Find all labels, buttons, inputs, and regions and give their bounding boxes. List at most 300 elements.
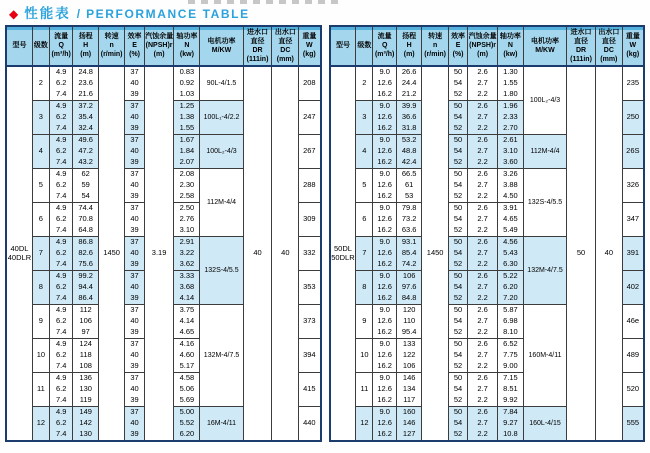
npsh-value: 2.6 [468, 338, 498, 350]
flow-value: 12.6 [373, 180, 397, 191]
efficiency-value: 54 [448, 384, 467, 395]
head-value: 142 [73, 418, 98, 429]
shaft-power-value: 1.25 [174, 100, 200, 112]
column-header-npsh: 汽蚀余量 (NPSH)r (m) [468, 26, 498, 66]
efficiency-value: 39 [125, 293, 144, 305]
head-value: 146 [396, 418, 421, 429]
efficiency-value: 37 [125, 134, 144, 146]
weight-value: 402 [622, 270, 644, 304]
head-value: 47.2 [73, 146, 98, 157]
inlet-diameter-value: 40 [243, 66, 272, 441]
flow-value: 9.0 [373, 100, 397, 112]
shaft-power-value: 5.43 [497, 248, 523, 259]
flow-value: 12.6 [373, 214, 397, 225]
shaft-power-value: 9.92 [497, 395, 523, 407]
npsh-value: 2.6 [468, 100, 498, 112]
head-value: 39.9 [396, 100, 421, 112]
flow-value: 6.2 [49, 350, 73, 361]
head-value: 110 [396, 316, 421, 327]
efficiency-value: 37 [125, 100, 144, 112]
flow-value: 4.9 [49, 134, 73, 146]
shaft-power-value: 1.38 [174, 112, 200, 123]
shaft-power-value: 7.75 [497, 350, 523, 361]
stage-number: 3 [32, 100, 49, 134]
shaft-power-value: 2.30 [174, 180, 200, 191]
title-chinese: 性能表 [24, 6, 71, 21]
npsh-value: 2.6 [468, 304, 498, 316]
npsh-value: 2.6 [468, 134, 498, 146]
shaft-power-value: 8.10 [497, 327, 523, 339]
motor-label: 100L₂-4/3 [200, 134, 243, 168]
weight-value: 288 [299, 168, 321, 202]
weight-value: 247 [299, 100, 321, 134]
weight-value: 520 [622, 372, 644, 406]
weight-value: 391 [622, 236, 644, 270]
flow-value: 9.0 [373, 372, 397, 384]
npsh-value: 2.7 [468, 78, 498, 89]
head-value: 99.2 [73, 270, 98, 282]
npsh-value: 2.6 [468, 168, 498, 180]
efficiency-value: 52 [448, 123, 467, 135]
efficiency-value: 40 [125, 78, 144, 89]
efficiency-value: 39 [125, 191, 144, 203]
shaft-power-value: 5.06 [174, 384, 200, 395]
head-value: 84.8 [396, 293, 421, 305]
npsh-value: 2.2 [468, 259, 498, 271]
head-value: 42.4 [396, 157, 421, 169]
shaft-power-value: 1.80 [497, 89, 523, 101]
efficiency-value: 50 [448, 66, 467, 78]
shaft-power-value: 1.30 [497, 66, 523, 78]
head-value: 75.6 [73, 259, 98, 271]
shaft-power-value: 3.91 [497, 202, 523, 214]
head-value: 97.6 [396, 282, 421, 293]
flow-value: 4.9 [49, 168, 73, 180]
npsh-value: 2.7 [468, 146, 498, 157]
shaft-power-value: 2.08 [174, 168, 200, 180]
shaft-power-value: 4.56 [497, 236, 523, 248]
shaft-power-value: 10.8 [497, 429, 523, 441]
flow-value: 6.2 [49, 316, 73, 327]
performance-table-50dl-wrapper [329, 25, 646, 442]
flow-value: 9.0 [373, 406, 397, 418]
shaft-power-value: 1.96 [497, 100, 523, 112]
weight-value: 332 [299, 236, 321, 270]
npsh-value: 2.2 [468, 395, 498, 407]
head-value: 134 [396, 384, 421, 395]
flow-value: 12.6 [373, 350, 397, 361]
flow-value: 4.9 [49, 338, 73, 350]
efficiency-value: 54 [448, 282, 467, 293]
flow-value: 7.4 [49, 259, 73, 271]
head-value: 70.8 [73, 214, 98, 225]
flow-value: 9.0 [373, 270, 397, 282]
outlet-diameter-value: 40 [272, 66, 299, 441]
weight-value: 26S [622, 134, 644, 168]
stage-number: 10 [356, 338, 373, 372]
head-value: 53 [396, 191, 421, 203]
efficiency-value: 50 [448, 236, 467, 248]
shaft-power-value: 3.10 [174, 225, 200, 237]
flow-value: 7.4 [49, 327, 73, 339]
flow-value: 4.9 [49, 270, 73, 282]
clipped-text-fragment [188, 0, 338, 4]
flow-value: 12.6 [373, 282, 397, 293]
weight-value: 208 [299, 66, 321, 101]
column-header-motor: 电机功率 M/KW [200, 26, 243, 66]
inlet-diameter-value: 50 [567, 66, 596, 441]
motor-label: 112M-4/4 [523, 134, 566, 168]
efficiency-value: 50 [448, 338, 467, 350]
flow-value: 7.4 [49, 293, 73, 305]
flow-value: 4.9 [49, 202, 73, 214]
efficiency-value: 39 [125, 123, 144, 135]
flow-value: 6.2 [49, 248, 73, 259]
shaft-power-value: 4.50 [497, 191, 523, 203]
efficiency-value: 40 [125, 248, 144, 259]
npsh-value: 2.2 [468, 123, 498, 135]
model-label: 50DL 50DLR [330, 66, 356, 441]
flow-value: 9.0 [373, 168, 397, 180]
motor-label: 132S-4/5.5 [200, 236, 243, 304]
column-header-nkw: 轴功率 N (kw) [174, 26, 200, 66]
efficiency-value: 50 [448, 304, 467, 316]
shaft-power-value: 3.22 [174, 248, 200, 259]
column-header-dc: 出水口直径 DC (mm) [595, 26, 622, 66]
stage-number: 3 [356, 100, 373, 134]
efficiency-value: 50 [448, 406, 467, 418]
flow-value: 9.0 [373, 304, 397, 316]
head-value: 36.6 [396, 112, 421, 123]
shaft-power-value: 6.52 [497, 338, 523, 350]
flow-value: 6.2 [49, 214, 73, 225]
head-value: 43.2 [73, 157, 98, 169]
head-value: 136 [73, 372, 98, 384]
shaft-power-value: 2.33 [497, 112, 523, 123]
head-value: 112 [73, 304, 98, 316]
shaft-power-value: 2.07 [174, 157, 200, 169]
weight-value: 235 [622, 66, 644, 101]
stage-number: 10 [32, 338, 49, 372]
head-value: 82.6 [73, 248, 98, 259]
speed-value: 1450 [98, 66, 124, 441]
weight-value: 440 [299, 406, 321, 441]
npsh-value: 2.2 [468, 327, 498, 339]
head-value: 73.2 [396, 214, 421, 225]
head-value: 63.6 [396, 225, 421, 237]
flow-value: 16.2 [373, 361, 397, 373]
efficiency-value: 52 [448, 225, 467, 237]
head-value: 119 [73, 395, 98, 407]
efficiency-value: 54 [448, 350, 467, 361]
column-header-e: 效率 E (%) [448, 26, 467, 66]
efficiency-value: 52 [448, 157, 467, 169]
column-header-n: 转速 n (r/min) [422, 26, 448, 66]
npsh-value: 2.2 [468, 293, 498, 305]
shaft-power-value: 3.33 [174, 270, 200, 282]
head-value: 127 [396, 429, 421, 441]
efficiency-value: 37 [125, 338, 144, 350]
head-value: 93.1 [396, 236, 421, 248]
column-header-motor: 电机功率 M/KW [523, 26, 566, 66]
shaft-power-value: 3.75 [174, 304, 200, 316]
efficiency-value: 50 [448, 168, 467, 180]
efficiency-value: 54 [448, 418, 467, 429]
efficiency-value: 39 [125, 259, 144, 271]
npsh-value: 2.7 [468, 282, 498, 293]
head-value: 149 [73, 406, 98, 418]
head-value: 62 [73, 168, 98, 180]
efficiency-value: 40 [125, 180, 144, 191]
weight-value: 415 [299, 372, 321, 406]
npsh-value: 2.7 [468, 214, 498, 225]
motor-label: 132M-4/7.5 [523, 236, 566, 304]
head-value: 74.2 [396, 259, 421, 271]
flow-value: 7.4 [49, 225, 73, 237]
head-value: 64.8 [73, 225, 98, 237]
column-header-w: 重量 W (kg) [299, 26, 321, 66]
tables-container [0, 25, 650, 442]
shaft-power-value: 9.27 [497, 418, 523, 429]
shaft-power-value: 4.16 [174, 338, 200, 350]
column-header-stage: 级数 [32, 26, 49, 66]
shaft-power-value: 9.00 [497, 361, 523, 373]
efficiency-value: 40 [125, 418, 144, 429]
head-value: 130 [73, 384, 98, 395]
npsh-value: 2.6 [468, 406, 498, 418]
flow-value: 12.6 [373, 316, 397, 327]
flow-value: 7.4 [49, 89, 73, 101]
stage-number: 9 [32, 304, 49, 338]
efficiency-value: 39 [125, 157, 144, 169]
column-header-stage: 级数 [356, 26, 373, 66]
head-value: 122 [396, 350, 421, 361]
head-value: 106 [73, 316, 98, 327]
shaft-power-value: 3.68 [174, 282, 200, 293]
npsh-value: 2.2 [468, 191, 498, 203]
speed-value: 1450 [422, 66, 448, 441]
efficiency-value: 54 [448, 248, 467, 259]
shaft-power-value: 5.22 [497, 270, 523, 282]
shaft-power-value: 2.91 [174, 236, 200, 248]
head-value: 37.2 [73, 100, 98, 112]
weight-value: 309 [299, 202, 321, 236]
shaft-power-value: 5.00 [174, 406, 200, 418]
performance-table-40dl-wrapper [5, 25, 322, 442]
efficiency-value: 39 [125, 225, 144, 237]
shaft-power-value: 5.17 [174, 361, 200, 373]
head-value: 130 [73, 429, 98, 441]
stage-number: 11 [32, 372, 49, 406]
npsh-value: 2.2 [468, 89, 498, 101]
npsh-value: 2.7 [468, 248, 498, 259]
flow-value: 16.2 [373, 191, 397, 203]
head-value: 31.8 [396, 123, 421, 135]
efficiency-value: 39 [125, 327, 144, 339]
column-header-model: 型号 [330, 26, 356, 66]
efficiency-value: 52 [448, 429, 467, 441]
diamond-bullet-icon: ◆ [9, 6, 19, 21]
npsh-value: 2.7 [468, 316, 498, 327]
stage-number: 6 [32, 202, 49, 236]
efficiency-value: 37 [125, 236, 144, 248]
flow-value: 6.2 [49, 112, 73, 123]
stage-number: 4 [32, 134, 49, 168]
npsh-value: 2.2 [468, 225, 498, 237]
head-value: 106 [396, 361, 421, 373]
shaft-power-value: 0.92 [174, 78, 200, 89]
column-header-h: 扬程 H (m) [396, 26, 421, 66]
shaft-power-value: 1.55 [497, 78, 523, 89]
shaft-power-value: 3.62 [174, 259, 200, 271]
column-header-npsh: 汽蚀余量 (NPSH)r (m) [144, 26, 174, 66]
head-value: 48.8 [396, 146, 421, 157]
flow-value: 6.2 [49, 282, 73, 293]
efficiency-value: 37 [125, 66, 144, 78]
weight-value: 326 [622, 168, 644, 202]
npsh-value: 2.2 [468, 361, 498, 373]
efficiency-value: 39 [125, 361, 144, 373]
efficiency-value: 54 [448, 214, 467, 225]
head-value: 35.4 [73, 112, 98, 123]
shaft-power-value: 2.50 [174, 202, 200, 214]
efficiency-value: 40 [125, 384, 144, 395]
head-value: 120 [396, 304, 421, 316]
head-value: 86.8 [73, 236, 98, 248]
flow-value: 7.4 [49, 395, 73, 407]
efficiency-value: 37 [125, 304, 144, 316]
npsh-value: 2.7 [468, 180, 498, 191]
shaft-power-value: 7.15 [497, 372, 523, 384]
column-header-e: 效率 E (%) [125, 26, 144, 66]
motor-label: 100L₂-4/3 [523, 66, 566, 135]
flow-value: 12.6 [373, 146, 397, 157]
column-header-n: 转速 n (r/min) [98, 26, 124, 66]
column-header-h: 扬程 H (m) [73, 26, 98, 66]
efficiency-value: 52 [448, 259, 467, 271]
flow-value: 9.0 [373, 236, 397, 248]
flow-value: 9.0 [373, 338, 397, 350]
head-value: 95.4 [396, 327, 421, 339]
performance-table-50dl [329, 25, 646, 442]
motor-label: 16M-4/11 [200, 406, 243, 441]
head-value: 24.8 [73, 66, 98, 78]
flow-value: 12.6 [373, 384, 397, 395]
shaft-power-value: 4.60 [174, 350, 200, 361]
efficiency-value: 39 [125, 89, 144, 101]
shaft-power-value: 1.55 [174, 123, 200, 135]
efficiency-value: 40 [125, 112, 144, 123]
shaft-power-value: 8.51 [497, 384, 523, 395]
npsh-value: 2.2 [468, 157, 498, 169]
shaft-power-value: 5.87 [497, 304, 523, 316]
efficiency-value: 54 [448, 112, 467, 123]
weight-value: 353 [299, 270, 321, 304]
shaft-power-value: 5.52 [174, 418, 200, 429]
efficiency-value: 37 [125, 372, 144, 384]
weight-value: 373 [299, 304, 321, 338]
npsh-value: 2.6 [468, 236, 498, 248]
table-row [6, 66, 321, 78]
shaft-power-value: 6.20 [174, 429, 200, 441]
column-header-w: 重量 W (kg) [622, 26, 644, 66]
shaft-power-value: 3.60 [497, 157, 523, 169]
head-value: 59 [73, 180, 98, 191]
shaft-power-value: 5.69 [174, 395, 200, 407]
efficiency-value: 54 [448, 316, 467, 327]
head-value: 53.2 [396, 134, 421, 146]
column-header-model: 型号 [6, 26, 32, 66]
efficiency-value: 37 [125, 168, 144, 180]
efficiency-value: 54 [448, 146, 467, 157]
flow-value: 4.9 [49, 304, 73, 316]
motor-label: 112M-4/4 [200, 168, 243, 236]
flow-value: 7.4 [49, 123, 73, 135]
npsh-value: 2.2 [468, 429, 498, 441]
shaft-power-value: 4.14 [174, 316, 200, 327]
efficiency-value: 50 [448, 202, 467, 214]
head-value: 85.4 [396, 248, 421, 259]
column-header-q: 流量 Q (m³/h) [49, 26, 73, 66]
flow-value: 12.6 [373, 418, 397, 429]
stage-number: 8 [32, 270, 49, 304]
head-value: 106 [396, 270, 421, 282]
column-header-q: 流量 Q (m³/h) [373, 26, 397, 66]
flow-value: 6.2 [49, 418, 73, 429]
head-value: 21.6 [73, 89, 98, 101]
flow-value: 7.4 [49, 429, 73, 441]
efficiency-value: 52 [448, 361, 467, 373]
npsh-value: 2.6 [468, 202, 498, 214]
npsh-value: 2.6 [468, 270, 498, 282]
flow-value: 16.2 [373, 429, 397, 441]
flow-value: 16.2 [373, 123, 397, 135]
efficiency-value: 37 [125, 406, 144, 418]
stage-number: 12 [32, 406, 49, 441]
head-value: 32.4 [73, 123, 98, 135]
efficiency-value: 50 [448, 270, 467, 282]
head-value: 133 [396, 338, 421, 350]
shaft-power-value: 5.49 [497, 225, 523, 237]
head-value: 117 [396, 395, 421, 407]
head-value: 54 [73, 191, 98, 203]
efficiency-value: 40 [125, 146, 144, 157]
head-value: 146 [396, 372, 421, 384]
shaft-power-value: 3.10 [497, 146, 523, 157]
npsh-value: 2.6 [468, 66, 498, 78]
head-value: 61 [396, 180, 421, 191]
head-value: 74.4 [73, 202, 98, 214]
model-label: 40DL 40DLR [6, 66, 32, 441]
flow-value: 16.2 [373, 395, 397, 407]
title-english: PERFORMANCE TABLE [86, 6, 250, 21]
motor-label: 132M-4/7.5 [200, 304, 243, 406]
flow-value: 7.4 [49, 361, 73, 373]
flow-value: 6.2 [49, 180, 73, 191]
efficiency-value: 37 [125, 270, 144, 282]
flow-value: 7.4 [49, 157, 73, 169]
shaft-power-value: 2.76 [174, 214, 200, 225]
shaft-power-value: 3.26 [497, 168, 523, 180]
stage-number: 2 [32, 66, 49, 101]
head-value: 49.6 [73, 134, 98, 146]
weight-value: 46e [622, 304, 644, 338]
head-value: 79.8 [396, 202, 421, 214]
flow-value: 16.2 [373, 157, 397, 169]
shaft-power-value: 6.98 [497, 316, 523, 327]
motor-label: 132S-4/5.5 [523, 168, 566, 236]
npsh-value: 2.6 [468, 372, 498, 384]
